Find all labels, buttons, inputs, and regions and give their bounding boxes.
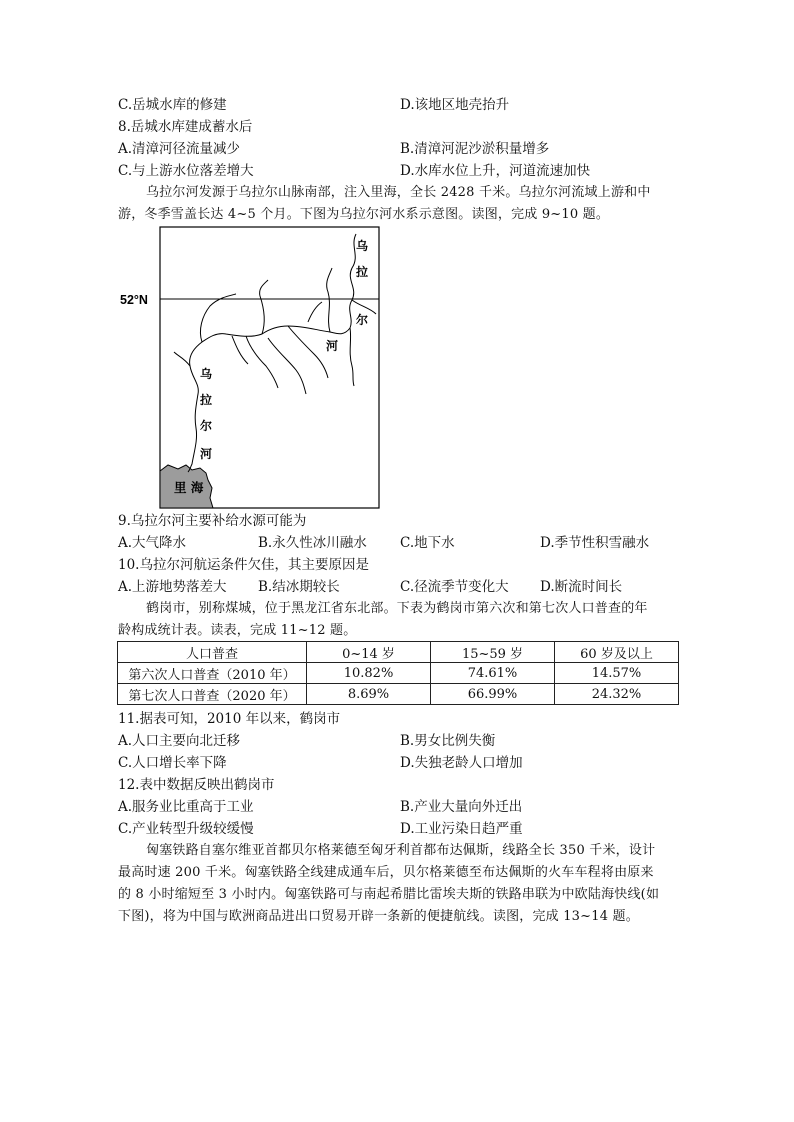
- q9-option-c: C.地下水: [400, 535, 455, 551]
- hegang-passage-line-2: 龄构成统计表。读表，完成 11~12 题。: [118, 623, 357, 638]
- river-label-upper-2: 拉: [356, 265, 369, 279]
- ural-passage-line-1: 乌拉尔河发源于乌拉尔山脉南部，注入里海，全长 2428 千米。乌拉尔河流域上游和中: [146, 185, 651, 200]
- ural-river-map: [120, 226, 382, 510]
- q8-option-a: A.清漳河径流量减少: [118, 141, 241, 157]
- sea-label: 里 海: [174, 480, 204, 495]
- q10-option-a: A.上游地势落差大: [118, 579, 227, 595]
- table-row: [118, 684, 679, 705]
- q11-option-a: A.人口主要向北迁移: [118, 733, 241, 749]
- rail-passage-line-1: 匈塞铁路自塞尔维亚首都贝尔格莱德至匈牙利首都布达佩斯，线路全长 350 千米，设计: [146, 843, 656, 858]
- q10-option-d: D.断流时间长: [540, 579, 623, 595]
- table-header-cell: 0~14 岁: [307, 642, 431, 663]
- table-cell: 14.57%: [555, 663, 679, 684]
- river-label-lower-2: 拉: [200, 393, 213, 407]
- river-label-upper-1: 乌: [356, 239, 369, 253]
- q9-option-b: B.永久性冰川融水: [258, 535, 367, 551]
- q7-option-c: C.岳城水库的修建: [118, 97, 227, 113]
- river-label-upper-4: 河: [326, 339, 339, 353]
- hegang-passage-line-1: 鹤岗市，别称煤城，位于黑龙江省东北部。下表为鹤岗市第六次和第七次人口普查的年: [146, 601, 648, 616]
- rail-passage-line-2: 最高时速 200 千米。匈塞铁路全线建成通车后，贝尔格莱德至布达佩斯的火车车程将由原来: [118, 865, 654, 880]
- q11-stem: 11.据表可知，2010 年以来，鹤岗市: [118, 711, 341, 727]
- q12-stem: 12.表中数据反映出鹤岗市: [118, 777, 275, 793]
- q12-option-a: A.服务业比重高于工业: [118, 799, 254, 815]
- map-frame: [160, 227, 379, 508]
- q10-option-c: C.径流季节变化大: [400, 579, 509, 595]
- q10-stem: 10.乌拉尔河航运条件欠佳，其主要原因是: [118, 557, 369, 573]
- table-cell: 第六次人口普查（2010 年）: [118, 663, 307, 684]
- q10-option-b: B.结冰期较长: [258, 579, 340, 595]
- q8-stem: 8.岳城水库建成蓄水后: [118, 119, 253, 135]
- q9-option-a: A.大气降水: [118, 535, 187, 551]
- table-header-row: [118, 642, 679, 663]
- q8-option-d: D.水库水位上升，河道流速加快: [400, 163, 591, 179]
- river-label-upper-3: 尔: [356, 313, 369, 327]
- table-cell: 10.82%: [307, 663, 431, 684]
- table-header-cell: 人口普查: [118, 642, 307, 663]
- q12-option-c: C.产业转型升级较缓慢: [118, 821, 254, 837]
- q11-option-d: D.失独老龄人口增加: [400, 755, 523, 771]
- q12-option-d: D.工业污染日趋严重: [400, 821, 523, 837]
- rail-passage-line-3: 的 8 小时缩短至 3 小时内。匈塞铁路可与南起希腊比雷埃夫斯的铁路串联为中欧陆海快线(如: [118, 887, 660, 902]
- table-cell: 第七次人口普查（2020 年）: [118, 684, 307, 705]
- q11-option-b: B.男女比例失衡: [400, 733, 496, 749]
- population-census-table: [117, 641, 679, 705]
- table-cell: 8.69%: [307, 684, 431, 705]
- table-cell: 74.61%: [431, 663, 555, 684]
- q9-option-d: D.季节性积雪融水: [540, 535, 650, 551]
- table-cell: 24.32%: [555, 684, 679, 705]
- q8-option-b: B.清漳河泥沙淤积量增多: [400, 141, 550, 157]
- q7-option-d: D.该地区地壳抬升: [400, 97, 510, 113]
- q12-option-b: B.产业大量向外迁出: [400, 799, 523, 815]
- table-cell: 66.99%: [431, 684, 555, 705]
- rail-passage-line-4: 下图)，将为中国与欧洲商品进出口贸易开辟一条新的便捷航线。读图，完成 13~14 题。: [118, 909, 639, 924]
- q11-option-c: C.人口增长率下降: [118, 755, 227, 771]
- table-header-cell: 15~59 岁: [431, 642, 555, 663]
- table-row: [118, 663, 679, 684]
- river-label-lower-3: 尔: [200, 419, 213, 433]
- river-label-lower-1: 乌: [200, 367, 213, 381]
- table-header-cell: 60 岁及以上: [555, 642, 679, 663]
- q9-stem: 9.乌拉尔河主要补给水源可能为: [118, 513, 307, 529]
- latitude-label: 52°N: [120, 293, 148, 307]
- q8-option-c: C.与上游水位落差增大: [118, 163, 254, 179]
- ural-passage-line-2: 游，冬季雪盖长达 4~5 个月。下图为乌拉尔河水系示意图。读图，完成 9~10 题。: [118, 207, 610, 222]
- river-label-lower-4: 河: [200, 447, 213, 461]
